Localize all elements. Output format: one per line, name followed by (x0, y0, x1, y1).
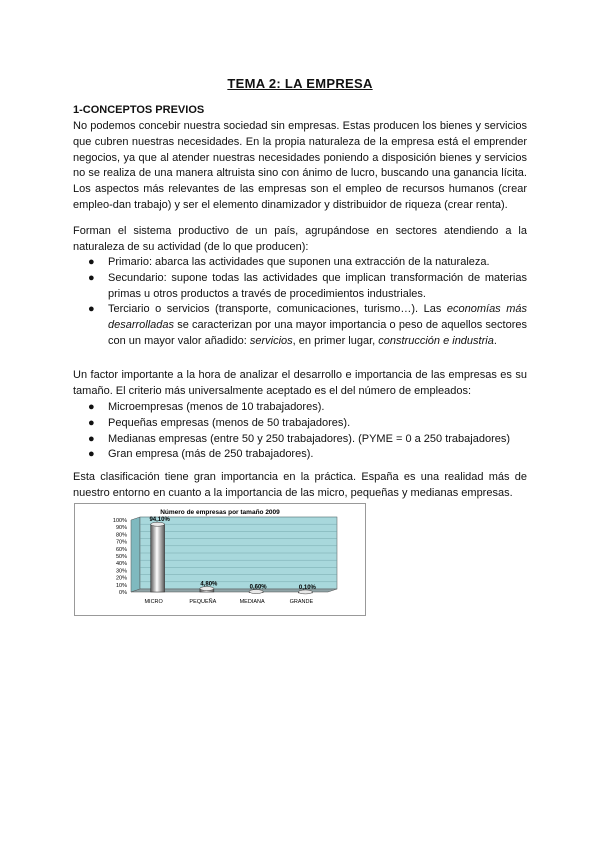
paragraph-sectors: Forman el sistema productivo de un país, agrupándose en sectores atendiendo a la naturaleza de su actividad (de lo que producen): (73, 225, 527, 253)
bullet-icon: ● (88, 401, 95, 413)
y-tick-label: 60% (115, 546, 127, 553)
size-list (73, 400, 527, 463)
y-tick-label: 50% (115, 554, 127, 560)
section-heading: 1-CONCEPTOS PREVIOS (73, 104, 205, 116)
y-tick-label: 20% (115, 575, 127, 582)
list-item: ● Medianas empresas (entre 50 y 250 trabajadores). (PYME = 0 a 250 trabajadores) (73, 432, 527, 448)
sector-list (73, 255, 527, 350)
data-label: 0,10% (298, 584, 316, 591)
paragraph-conclusion: Esta clasificación tiene gran importancia en la práctica. España es una realidad más de nuestro entorno en cuanto a la importancia de las micro, pequeñas y medianas empresas. (73, 471, 527, 499)
bullet-icon: ● (88, 416, 95, 429)
category-label: MICRO (144, 599, 163, 605)
list-item: ● Pequeñas empresas (menos de 50 trabajadores). (73, 416, 527, 432)
paragraph-intro: No podemos concebir nuestra sociedad sin empresas. Estas producen los bienes y servicios que cubren nuestras necesidades. En la propia naturaleza de la empresa está el emprender negocios, ya que al atender nuestras necesidades poniendo a disposición bienes y servicios no se realiza de una manera altruista sino con ánimo de lucro, buscando una ganancia lícita. Los aspectos más relevantes de las empresas son el empleo de recursos humanos (crear empleo-dan trabajo) y ser el elemento dinamizador y distribuidor de riqueza (crear renta). (73, 120, 527, 211)
y-tick-label: 90% (115, 525, 127, 532)
paragraph-size: Un factor importante a la hora de analizar el desarrollo e importancia de las empresas es su tamaño. El criterio más universalmente aceptado es el del número de empleados: (73, 369, 527, 397)
y-tick-label: 100% (112, 518, 127, 524)
y-tick-label: 0% (119, 590, 127, 596)
list-item: ● Gran empresa (más de 250 trabajadores). (73, 447, 527, 463)
data-label: 4,80% (200, 581, 218, 588)
list-item: ● Terciario o servicios (transporte, comunicaciones, turismo…). Las economías más desarrolladas se caracterizan por una mayor importancia o peso de aquellos sectores con un mayor valor añadido: servicios, en primer lugar, construcción e industria. (88, 303, 527, 347)
chart-svg (75, 504, 365, 615)
y-tick-label: 70% (115, 539, 127, 546)
y-tick-label: 80% (115, 532, 127, 539)
chart-side-wall (131, 517, 140, 592)
bar (151, 524, 165, 592)
bullet-icon: ● (88, 303, 95, 316)
data-label: 94,10% (149, 517, 170, 524)
category-label: MEDIANA (239, 599, 265, 605)
data-label: 0,60% (249, 584, 267, 591)
list-item: ● Microempresas (menos de 10 trabajadores). (73, 400, 527, 416)
bullet-icon: ● (88, 256, 95, 268)
y-tick-label: 10% (115, 582, 127, 589)
bullet-icon: ● (88, 432, 95, 445)
company-size-chart (74, 503, 366, 616)
bullet-icon: ● (88, 271, 95, 284)
list-item: ● Primario: abarca las actividades que suponen una extracción de la naturaleza. (73, 255, 527, 271)
chart-title: Número de empresas por tamaño 2009 (160, 509, 280, 516)
category-label: PEQUEÑA (189, 599, 217, 605)
y-tick-label: 30% (115, 568, 127, 575)
category-label: GRANDE (289, 599, 314, 605)
list-item: ● Secundario: supone todas las actividades que implican transformación de materias primas u otros productos a través de procedimientos industriales. (88, 271, 527, 300)
y-tick-label: 40% (115, 561, 127, 568)
bullet-icon: ● (88, 448, 95, 461)
document-title: TEMA 2: LA EMPRESA (227, 76, 373, 91)
